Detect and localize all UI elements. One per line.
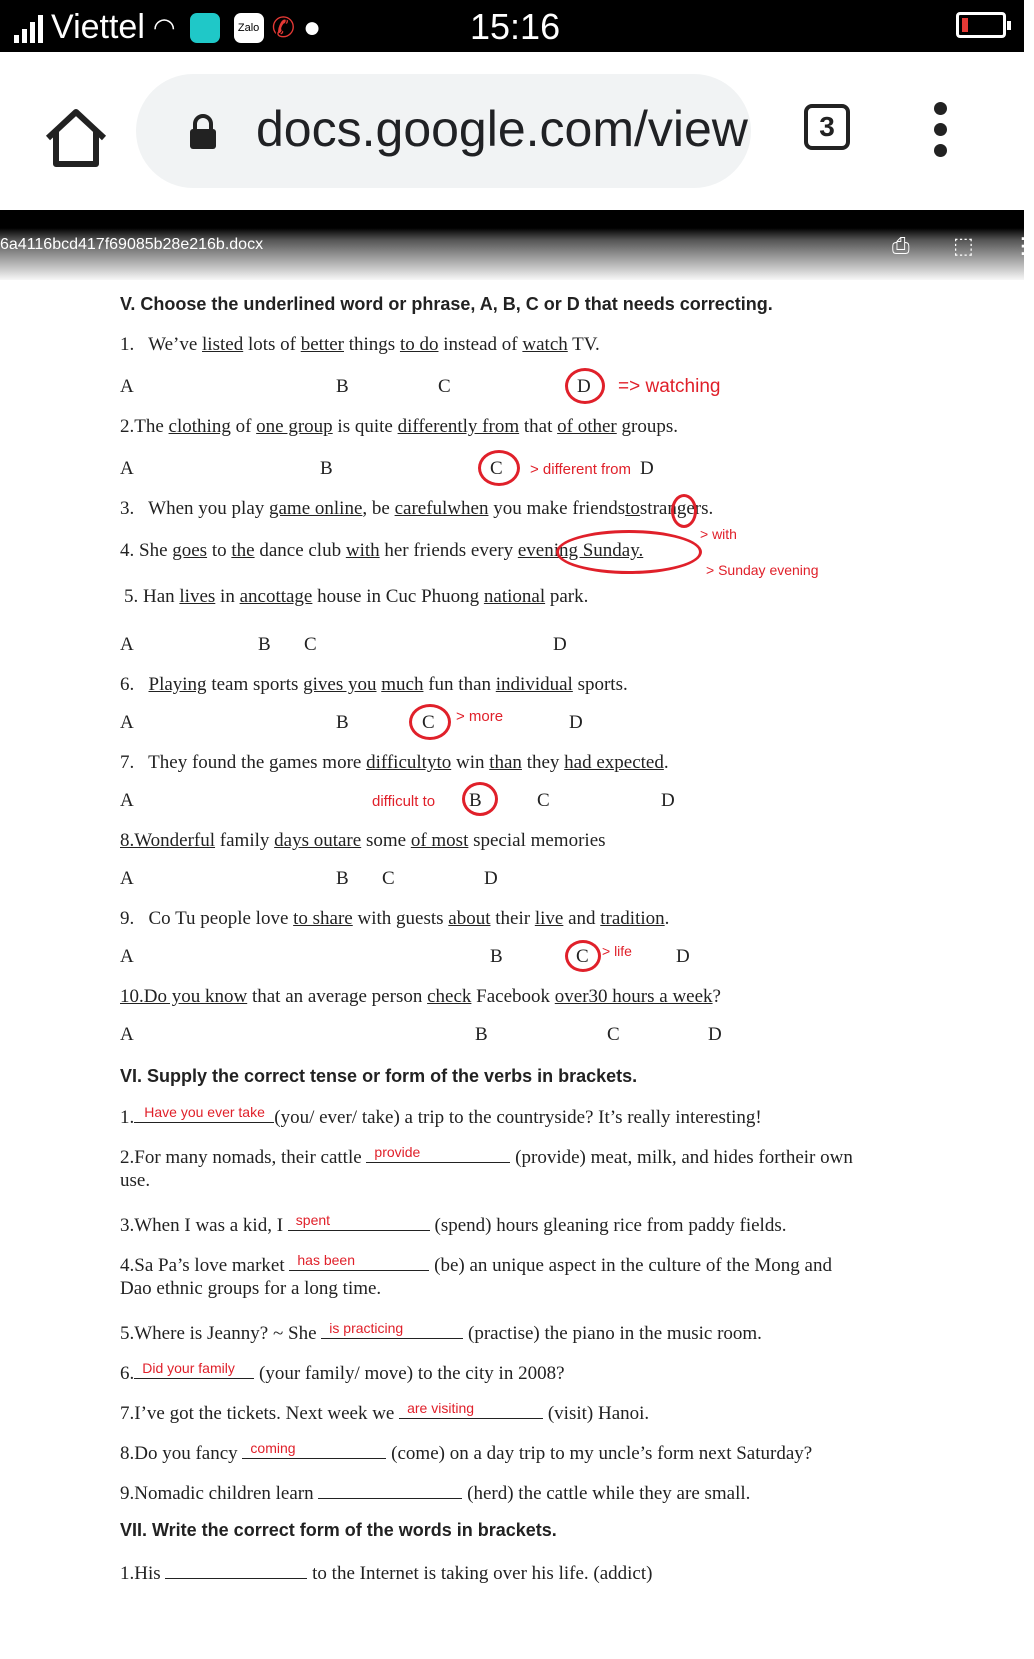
- carrier-name: Viettel: [51, 8, 145, 46]
- battery-icon: [956, 12, 1006, 38]
- home-icon[interactable]: [40, 102, 112, 174]
- question-5-9: 9. Co Tu people love to share with guests about their live and tradition.: [120, 908, 670, 929]
- option-b: B: [258, 634, 271, 655]
- question-5-3: 3. When you play game online, be carefulwhen you make friendstostrangers.: [120, 498, 714, 519]
- question-6-9: 9.Nomadic children learn (herd) the cattle while they are small.: [120, 1480, 750, 1505]
- document-page: [0, 280, 1024, 1659]
- option-b: B: [336, 376, 349, 397]
- answer-blank[interactable]: provide: [366, 1144, 510, 1163]
- url-bar[interactable]: [136, 74, 751, 188]
- answer-circle: [478, 450, 520, 486]
- tab-switcher-button[interactable]: 3: [804, 104, 850, 150]
- print-icon[interactable]: ⎙: [892, 234, 910, 259]
- browser-toolbar: [0, 52, 1024, 210]
- question-6-4-cont: Dao ethnic groups for a long time.: [120, 1278, 382, 1299]
- section-5-heading: V. Choose the underlined word or phrase, A, B, C or D that needs correcting.: [120, 294, 773, 314]
- option-d: D: [569, 712, 583, 733]
- option-d: D: [577, 376, 591, 397]
- option-d: D: [708, 1024, 722, 1045]
- answer-blank[interactable]: Did your family: [134, 1360, 254, 1379]
- option-c: C: [382, 868, 395, 889]
- option-a: A: [120, 634, 134, 655]
- option-d: D: [484, 868, 498, 889]
- question-6-5: 5.Where is Jeanny? ~ She is practicing (practise) the piano in the music room.: [120, 1320, 762, 1344]
- option-a: A: [120, 458, 134, 479]
- question-6-4: 4.Sa Pa’s love market has been (be) an unique aspect in the culture of the Mong and: [120, 1252, 832, 1276]
- handwritten-answer: difficult to: [372, 793, 436, 810]
- option-c: C: [304, 634, 317, 655]
- answer-circle: [565, 940, 601, 972]
- answer-blank[interactable]: are visiting: [399, 1400, 543, 1419]
- wifi-icon: ◠: [152, 12, 176, 42]
- handwritten-answer: => watching: [618, 376, 721, 397]
- option-a: A: [120, 1024, 134, 1045]
- question-5-4: 4. She goes to the dance club with her friends every evening Sunday.: [120, 540, 644, 561]
- option-b: B: [490, 946, 503, 967]
- option-b: B: [469, 790, 482, 811]
- handwritten-answer: > more: [456, 708, 504, 725]
- answer-circle: [409, 704, 451, 740]
- question-5-5: 5. Han lives in ancottage house in Cuc Phuong national park.: [124, 586, 589, 607]
- status-bar: [0, 0, 1024, 52]
- question-5-6: 6. Playing team sports gives you much fun than individual sports.: [120, 674, 628, 695]
- answer-circle: [556, 530, 702, 574]
- question-6-2: 2.For many nomads, their cattle provide (provide) meat, milk, and hides fortheir own: [120, 1144, 853, 1168]
- answer-circle: [671, 494, 697, 528]
- open-external-icon[interactable]: ⬚: [953, 234, 974, 259]
- more-menu-icon[interactable]: [930, 102, 950, 165]
- question-6-6: 6. Did your family (your family/ move) to the city in 2008?: [120, 1360, 565, 1384]
- missed-call-icon: ✆: [271, 12, 296, 43]
- question-5-1: 1. We’ve listed lots of better things to do instead of watch TV.: [120, 334, 600, 355]
- handwritten-answer: > different from: [530, 461, 632, 478]
- option-d: D: [553, 634, 567, 655]
- section-6-heading: VI. Supply the correct tense or form of the verbs in brackets.: [120, 1066, 638, 1086]
- document-filename: 6a4116bcd417f69085b28e216b.docx: [0, 236, 264, 253]
- answer-circle: [462, 782, 498, 816]
- answer-blank[interactable]: [165, 1560, 307, 1579]
- option-a: A: [120, 946, 134, 967]
- option-a: A: [120, 376, 134, 397]
- zalo-icon: Zalo: [234, 13, 264, 43]
- section-7-heading: VII. Write the correct form of the words in brackets.: [120, 1520, 557, 1540]
- question-5-10: 10.Do you know that an average person check Facebook over30 hours a week?: [120, 986, 721, 1007]
- handwritten-answer: > life: [602, 943, 632, 959]
- question-7-1: 1.His to the Internet is taking over his life. (addict): [120, 1560, 652, 1585]
- signal-icon: [14, 13, 43, 43]
- document-header: [0, 210, 1034, 280]
- option-c: C: [490, 458, 503, 479]
- option-a: A: [120, 868, 134, 889]
- question-5-7: 7. They found the games more difficultyto win than they had expected.: [120, 752, 669, 773]
- answer-blank[interactable]: Have you ever take: [134, 1104, 274, 1123]
- answer-blank[interactable]: coming: [242, 1440, 386, 1459]
- option-c: C: [438, 376, 451, 397]
- option-a: A: [120, 712, 134, 733]
- handwritten-answer: > with: [700, 526, 737, 542]
- option-b: B: [475, 1024, 488, 1045]
- option-c: C: [607, 1024, 620, 1045]
- lock-icon: [188, 114, 218, 150]
- option-c: C: [422, 712, 435, 733]
- question-6-3: 3.When I was a kid, I spent (spend) hours gleaning rice from paddy fields.: [120, 1212, 787, 1236]
- option-b: B: [336, 712, 349, 733]
- question-6-8: 8.Do you fancy coming (come) on a day trip to my uncle’s form next Saturday?: [120, 1440, 813, 1464]
- carrier: [14, 8, 321, 47]
- url-text: docs.google.com/view: [256, 101, 748, 157]
- answer-blank[interactable]: [318, 1480, 462, 1499]
- status-time: 15:16: [470, 6, 561, 47]
- question-6-1: 1. Have you ever take (you/ ever/ take) a trip to the countryside? It’s really interesting!: [120, 1104, 762, 1128]
- option-d: D: [640, 458, 654, 479]
- answer-blank[interactable]: has been: [289, 1252, 429, 1271]
- answer-circle: [565, 368, 605, 404]
- option-c: C: [576, 946, 589, 967]
- question-6-2-cont: use.: [120, 1170, 151, 1191]
- more-actions-icon[interactable]: ⋮: [1012, 234, 1034, 259]
- option-d: D: [676, 946, 690, 967]
- message-icon: ●: [303, 10, 322, 44]
- question-5-8: 8.Wonderful family days outare some of most special memories: [120, 830, 606, 851]
- option-b: B: [320, 458, 333, 479]
- option-c: C: [537, 790, 550, 811]
- handwritten-answer: > Sunday evening: [706, 562, 819, 578]
- answer-blank[interactable]: is practicing: [321, 1320, 463, 1339]
- question-6-7: 7.I’ve got the tickets. Next week we are visiting (visit) Hanoi.: [120, 1400, 650, 1424]
- answer-blank[interactable]: spent: [288, 1212, 430, 1231]
- option-a: A: [120, 790, 134, 811]
- option-b: B: [336, 868, 349, 889]
- option-d: D: [661, 790, 675, 811]
- chat-app-icon: [190, 13, 220, 43]
- question-5-2: 2.The clothing of one group is quite differently from that of other groups.: [120, 416, 678, 437]
